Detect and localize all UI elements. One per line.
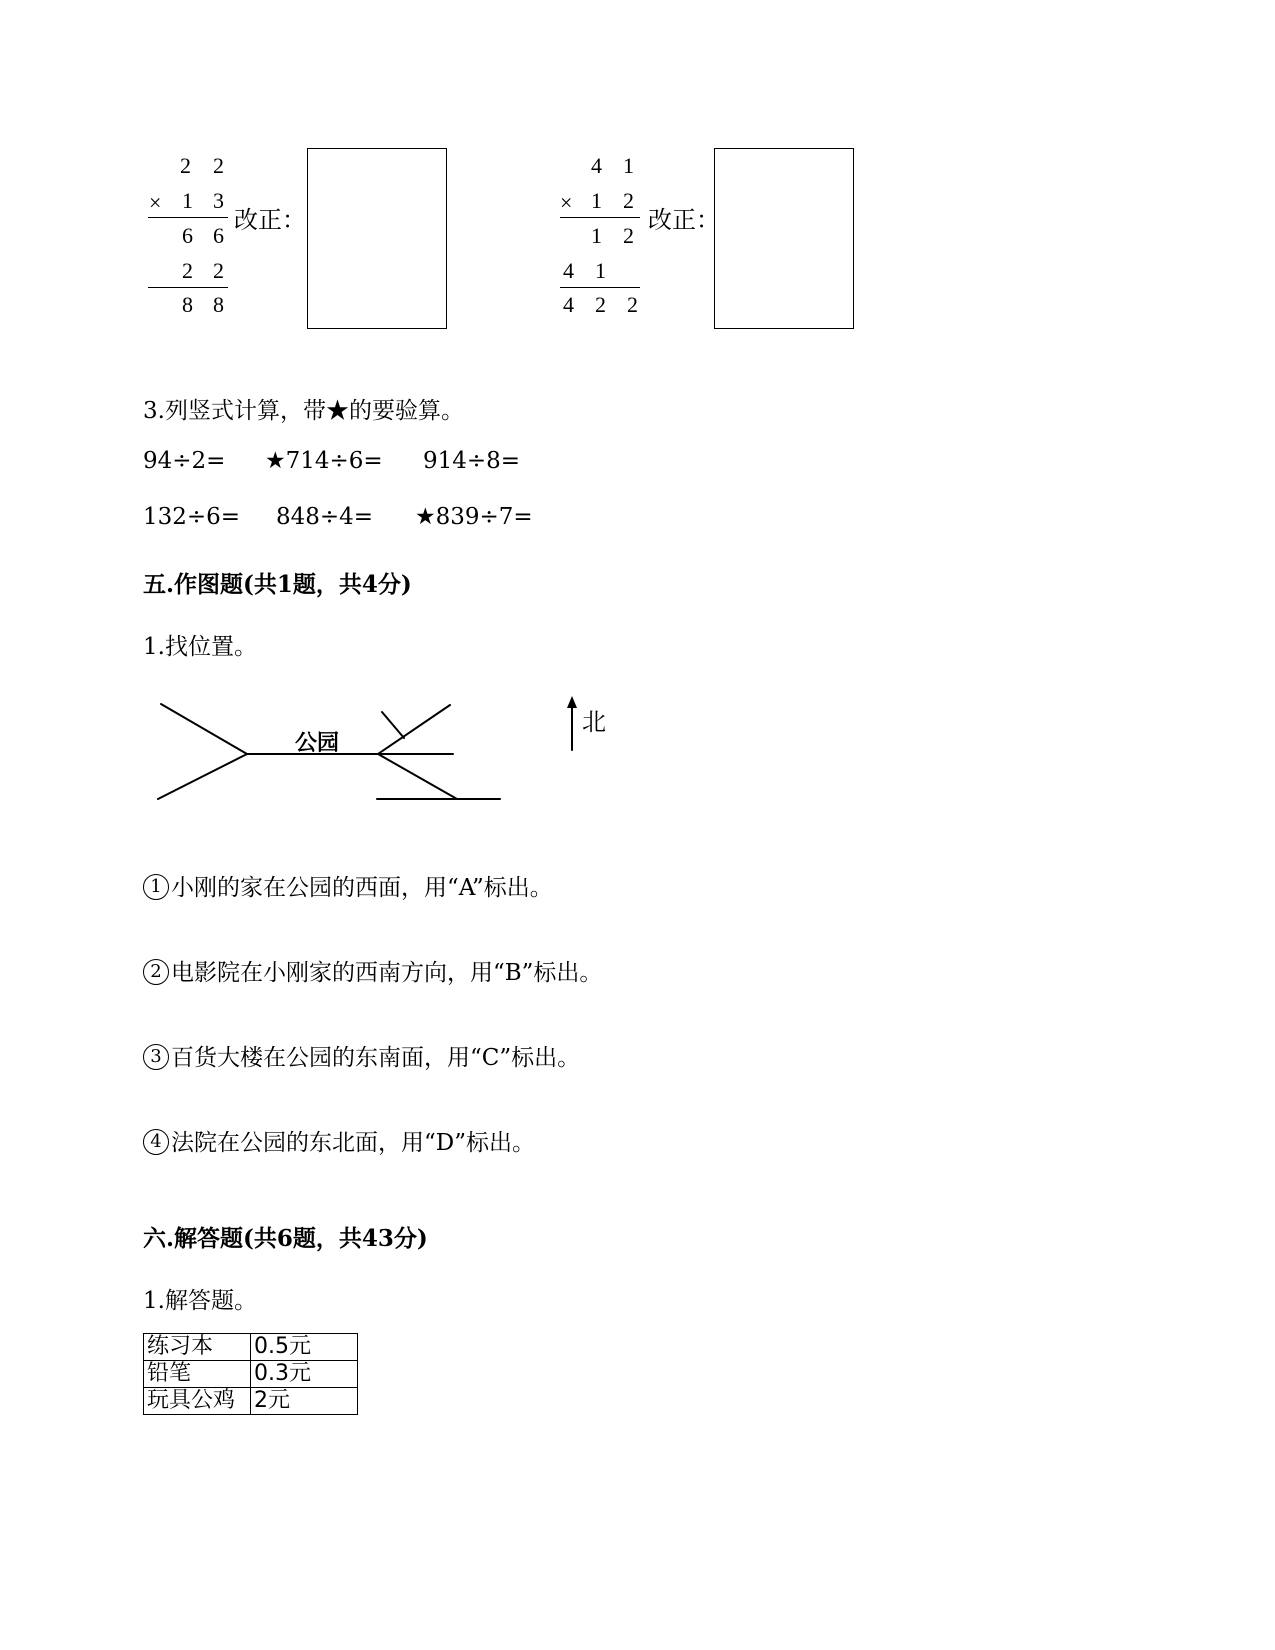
digit: 2 [213,258,224,283]
digit: 4 [591,153,602,178]
digit: 6 [182,223,193,248]
task-item [143,869,553,902]
digit: 6 [213,223,224,248]
map-north-label: 北 [582,708,606,736]
digit: 2 [627,292,638,317]
digit: 1 [182,188,193,213]
digit: 2 [623,188,634,213]
task-text: 电影院在小刚家的西南方向，用“B”标出。 [171,960,603,986]
digit: 3 [213,188,224,213]
digit: 4 [563,258,574,283]
item-name: 玩具公鸡 [144,1388,251,1415]
item-name: 练习本 [144,1334,251,1361]
task-text: 小刚的家在公园的西面，用“A”标出。 [171,875,553,901]
digit: 1 [591,223,602,248]
north-arrow-icon [567,696,577,708]
digit: 8 [213,292,224,317]
task-number: 2 [143,959,169,985]
item-price: 2元 [251,1388,358,1415]
task-text: 法院在公园的东北面，用“D”标出。 [171,1130,535,1156]
division-item: ★839÷7= [415,504,533,530]
digit: 2 [213,153,224,178]
division-item: 848÷4= [276,504,374,530]
question-3-prompt: 3.列竖式计算，带★的要验算。 [143,398,464,424]
task-item [143,1039,580,1072]
correct-label: 改正： [234,206,306,234]
division-item: ★714÷6= [265,448,383,474]
table-row [144,1388,358,1415]
item-name: 铅笔 [144,1361,251,1388]
digit: 2 [182,258,193,283]
table-row [144,1361,358,1388]
digit: 8 [182,292,193,317]
correct-label: 改正： [648,206,720,234]
task-item [143,1124,535,1157]
digit: 2 [623,223,634,248]
digit: 2 [595,292,606,317]
task-number: 3 [143,1044,169,1070]
division-item: 132÷6= [143,504,241,530]
times-sign: × [560,190,573,215]
section-6-question-1: 1.解答题。 [143,1288,257,1314]
task-item [143,954,602,987]
price-table [143,1333,358,1415]
task-number: 1 [143,874,169,900]
item-price: 0.5元 [251,1334,358,1361]
digit: 1 [623,153,634,178]
digit: 4 [563,292,574,317]
item-price: 0.3元 [251,1361,358,1388]
digit: 1 [595,258,606,283]
digit: 1 [591,188,602,213]
times-sign: × [149,190,162,215]
section-5-heading: 五.作图题(共1题，共4分) [143,571,412,598]
task-number: 4 [143,1129,169,1155]
digit: 2 [180,153,191,178]
section-5-question-1: 1.找位置。 [143,634,257,660]
division-item: 914÷8= [423,448,521,474]
section-6-heading: 六.解答题(共6题，共43分) [143,1225,428,1252]
task-text: 百货大楼在公园的东南面，用“C”标出。 [171,1045,581,1071]
table-row [144,1334,358,1361]
division-item: 94÷2= [143,448,226,474]
map-park-label: 公园 [295,731,340,756]
